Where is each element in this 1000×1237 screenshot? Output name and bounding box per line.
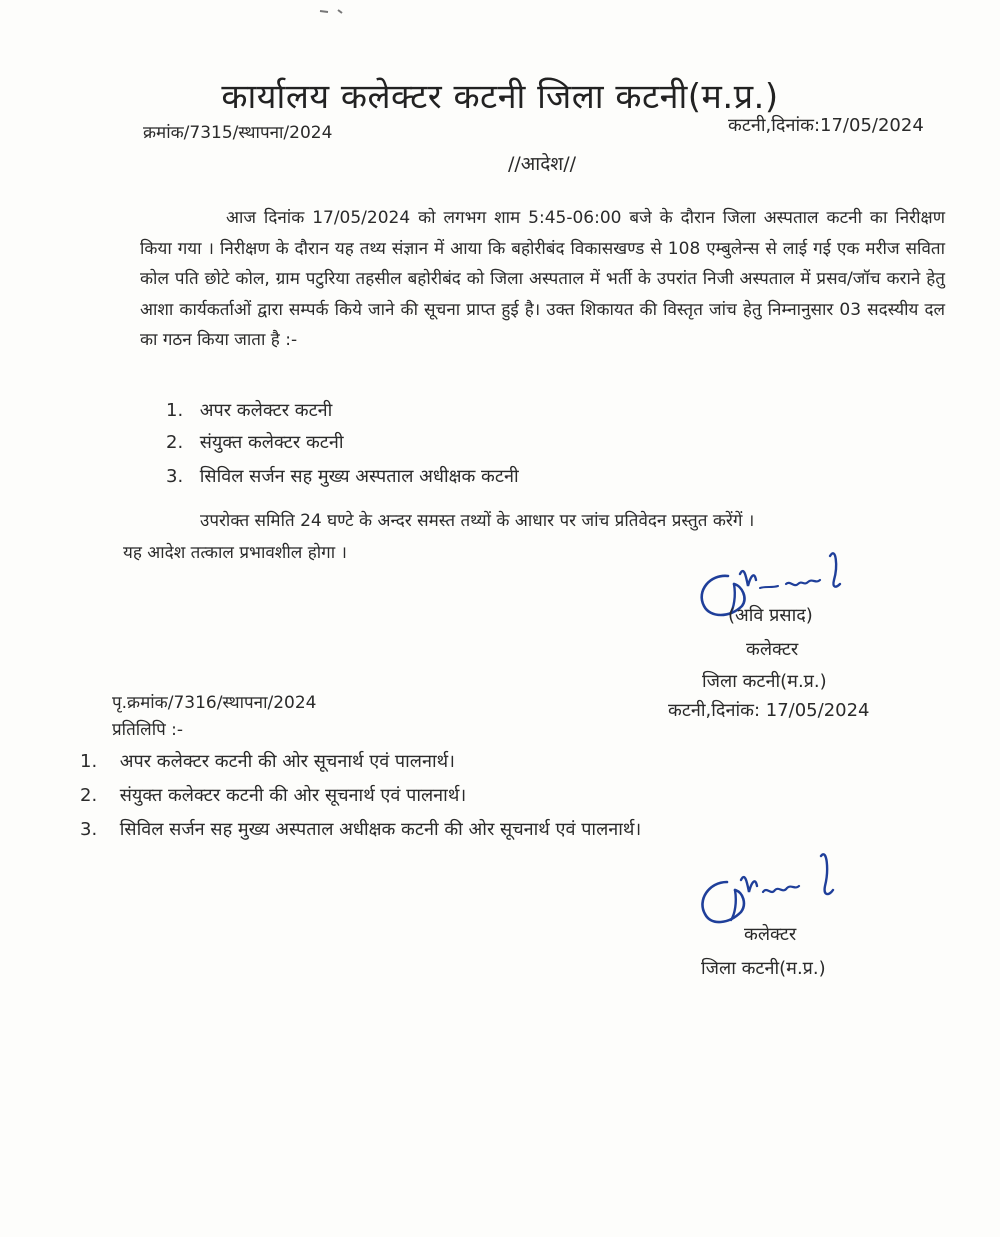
committee-member-number: 3. — [166, 466, 184, 487]
committee-member-text: संयुक्त कलेक्टर कटनी — [199, 432, 344, 453]
committee-member-number: 2. — [166, 432, 184, 453]
office-title: कार्यालय कलेक्टर कटनी जिला कटनी(म.प्र.) — [221, 77, 779, 117]
copy-recipient — [80, 817, 641, 841]
signatory-name: (अवि प्रसाद) — [728, 605, 813, 626]
copy-recipient — [80, 749, 455, 773]
signature-icon — [693, 846, 853, 932]
committee-member-text: अपर कलेक्टर कटनी — [199, 400, 333, 421]
copy-recipient-number: 1. — [80, 751, 98, 772]
order-heading: //आदेश// — [508, 153, 577, 175]
order-number: क्रमांक/7315/स्थापना/2024 — [143, 123, 333, 143]
copy-recipient-text: संयुक्त कलेक्टर कटनी की ओर सूचनार्थ एवं पालनार्थ। — [119, 785, 467, 806]
committee-member — [166, 398, 332, 422]
order-place-date: कटनी,दिनांक:17/05/2024 — [728, 115, 924, 136]
copy-recipient-text: अपर कलेक्टर कटनी की ओर सूचनार्थ एवं पालनार्थ। — [119, 751, 455, 772]
scan-artifact — [318, 0, 348, 6]
closing-line: उपरोक्त समिति 24 घण्टे के अन्दर समस्त तथ्यों के आधार पर जांच प्रतिवेदन प्रस्तुत करेंगें । — [200, 511, 755, 531]
committee-member — [166, 464, 519, 488]
copy-reference: पृ.क्रमांक/7316/स्थापना/2024 — [112, 693, 317, 713]
signatory-district: जिला कटनी(म.प्र.) — [702, 671, 827, 692]
signatory-designation: कलेक्टर — [746, 639, 799, 660]
copy-recipient-number: 3. — [80, 819, 98, 840]
committee-member-number: 1. — [166, 400, 184, 421]
copy-recipient-text: सिविल सर्जन सह मुख्य अस्पताल अधीक्षक कटनी की ओर सूचनार्थ एवं पालनार्थ। — [119, 819, 642, 840]
second-signatory-district: जिला कटनी(म.प्र.) — [701, 958, 826, 979]
committee-member-text: सिविल सर्जन सह मुख्य अस्पताल अधीक्षक कटनी — [199, 466, 519, 487]
copy-recipient-number: 2. — [80, 785, 98, 806]
copy-label: प्रतिलिपि :- — [112, 720, 184, 740]
second-signatory-designation: कलेक्टर — [744, 924, 797, 945]
copy-place-date: कटनी,दिनांक: 17/05/2024 — [668, 700, 870, 721]
committee-member — [166, 430, 344, 454]
order-body-paragraph: आज दिनांक 17/05/2024 को लगभग शाम 5:45-06:00 बजे के दौरान जिला अस्पताल कटनी का निरीक्षण किया गया । निरीक्षण के दौरान यह तथ्य संज्ञान में आया कि बहोरीबंद विकासखण्ड से 108 एम्बुलेन्स से लाई गई एक मरीज सविता कोल पति छोटे कोल, ग्राम पटुरिया तहसील बहोरीबंद को जिला अस्पताल में भर्ती के उपरांत निजी अस्पताल में प्रसव/जॉच कराने हेतु आशा कार्यकर्ताओं द्वारा सम्पर्क किये जाने की सूचना प्राप्त हुई है। उक्त शिकायत की विस्तृत जांच हेतु निम्नानुसार 03 सदस्यीय दल का गठन किया जाता है :- — [140, 208, 945, 350]
closing-line: यह आदेश तत्काल प्रभावशील होगा । — [123, 543, 347, 563]
copy-recipient — [80, 783, 466, 807]
